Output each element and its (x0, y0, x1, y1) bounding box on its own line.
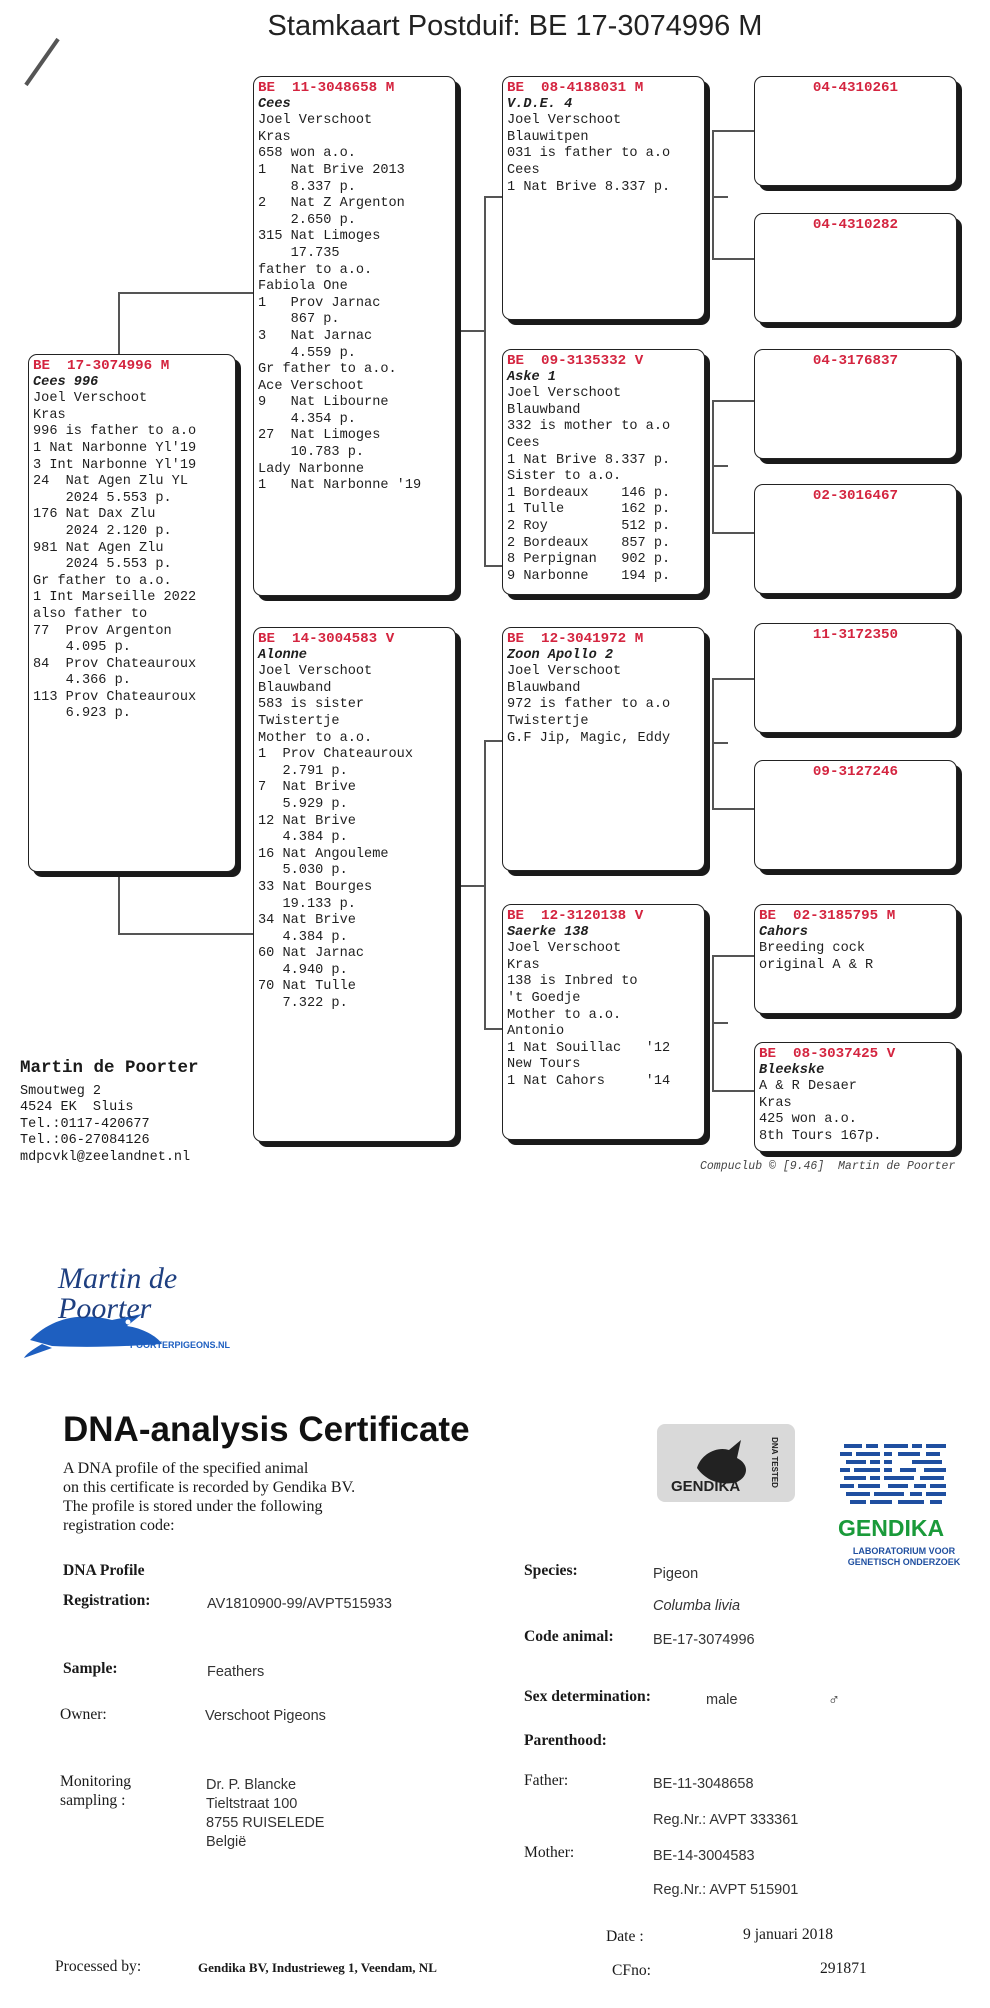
detail-line: Breeding cock (759, 941, 866, 957)
pedigree-card-mm (502, 904, 705, 1140)
detail-line: Joel Verschoot (507, 664, 622, 680)
detail-line: 17.735 (258, 245, 340, 261)
gendika-mark-icon (840, 1440, 952, 1510)
detail-line: 84 Prov Chateauroux (33, 656, 197, 672)
logo-script: Martin de Poorter (58, 1262, 178, 1325)
detail-line: 5.929 p. (258, 796, 348, 812)
dna-profile-label: DNA Profile (63, 1562, 145, 1579)
detail-line: 867 p. (258, 312, 340, 328)
detail-line: 1 Nat Brive 2013 (258, 162, 405, 178)
owner-value: Verschoot Pigeons (205, 1708, 326, 1724)
code-animal-label: Code animal: (524, 1628, 614, 1645)
monitoring-line: 8755 RUISELEDE (206, 1815, 325, 1831)
connector-line (118, 870, 120, 935)
gendika-logo-text: GENDIKA (838, 1515, 945, 1541)
detail-line: Kras (258, 129, 291, 145)
page-title: Stamkaart Postduif: BE 17-3074996 M (267, 10, 763, 42)
father-label: Father: (524, 1772, 569, 1789)
breeder-phone: Tel.:0117-420677 (20, 1116, 150, 1132)
certificate-intro (63, 1459, 403, 1535)
detail-line: Cees (507, 435, 540, 451)
ring-number: BE 09-3135332 V (507, 353, 644, 369)
connector-line (712, 130, 714, 260)
pedigree-card-ggp (754, 760, 957, 870)
connector-line (712, 465, 728, 467)
detail-line: 4.095 p. (33, 640, 131, 656)
pedigree-card-subject (28, 354, 236, 872)
connector-line (712, 196, 728, 198)
pedigree-card-ff (502, 76, 705, 320)
bird-name: Cahors (759, 924, 808, 940)
stamp-text: GENDIKA (671, 1478, 741, 1495)
breeder-email: mdpcvkl@zeelandnet.nl (20, 1149, 191, 1165)
breeder-block (20, 1058, 199, 1166)
male-symbol-icon: ♂ (828, 1692, 840, 1709)
detail-line: 5.030 p. (258, 863, 348, 879)
connector-line (712, 532, 754, 534)
processed-value: Gendika BV, Industrieweg 1, Veendam, NL (198, 1960, 437, 1975)
ring-number: BE 12-3120138 V (507, 908, 644, 924)
mother-label: Mother: (524, 1844, 575, 1861)
detail-line: 1 Tulle 162 p. (507, 502, 671, 518)
sex-value: male (706, 1692, 738, 1708)
pedigree-card-ggp (754, 213, 957, 323)
bird-name: Cees (258, 96, 291, 112)
ring-number: BE 08-4188031 M (507, 80, 644, 96)
breeder-name: Martin de Poorter (20, 1058, 199, 1078)
detail-line: 1 Bordeaux 146 p. (507, 485, 671, 501)
detail-line: 1 Prov Chateauroux (258, 747, 413, 763)
connector-line (484, 740, 486, 1028)
ring-number: 04-4310261 (812, 80, 899, 96)
breeder-address: Smoutweg 2 (20, 1084, 102, 1099)
connector-line (712, 1090, 754, 1092)
mother-value: BE-14-3004583 (653, 1848, 755, 1864)
detail-line: New Tours (507, 1057, 581, 1073)
detail-line: Joel Verschoot (507, 113, 622, 129)
detail-line: 2 Bordeaux 857 p. (507, 535, 671, 551)
detail-line: 1 Nat Narbonne Yl'19 (33, 440, 197, 456)
detail-line: Sister to a.o. (507, 469, 622, 485)
ring-number: 09-3127246 (812, 764, 899, 780)
detail-line: 9 Narbonne 194 p. (507, 568, 671, 584)
gendika-subtitle (834, 1546, 974, 1568)
detail-line: 031 is father to a.o (507, 146, 671, 162)
detail-line: 1 Nat Souillac '12 (507, 1040, 671, 1056)
intro-line: on this certificate is recorded by Gendika BV. (63, 1479, 356, 1496)
logo-url: POORTERPIGEONS.NL (130, 1340, 231, 1350)
ring-number: BE 08-3037425 V (759, 1046, 896, 1062)
detail-line: 60 Nat Jarnac (258, 946, 365, 962)
owner-label: Owner: (60, 1706, 107, 1723)
detail-line: 4.384 p. (258, 929, 348, 945)
detail-line: Ace Verschoot (258, 378, 365, 394)
pedigree-card-ggp (754, 1042, 957, 1152)
detail-line: Lady Narbonne (258, 461, 365, 477)
detail-line: 1 Prov Jarnac (258, 295, 381, 311)
detail-line: 4.940 p. (258, 962, 348, 978)
breeder-phone: Tel.:06-27084126 (20, 1133, 150, 1149)
bird-name: Zoon Apollo 2 (507, 647, 614, 663)
detail-line: Kras (759, 1095, 792, 1111)
ring-number: BE 11-3048658 M (258, 80, 395, 96)
detail-line: 12 Nat Brive (258, 813, 356, 829)
certificate-title: DNA-analysis Certificate (63, 1410, 470, 1449)
detail-line: 16 Nat Angouleme (258, 846, 389, 862)
sample-label: Sample: (63, 1660, 118, 1677)
detail-line: 972 is father to a.o (507, 697, 671, 713)
detail-line: Twistertje (258, 713, 340, 729)
connector-line (484, 1028, 502, 1030)
detail-line: 70 Nat Tulle (258, 979, 356, 995)
ring-number: 02-3016467 (812, 488, 899, 504)
connector-line (484, 565, 502, 567)
detail-line: 332 is mother to a.o (507, 419, 671, 435)
detail-line: 8 Perpignan 902 p. (507, 552, 671, 568)
parenthood-label: Parenthood: (524, 1732, 607, 1749)
intro-line: The profile is stored under the following (63, 1498, 323, 1515)
bird-name: Bleekske (759, 1062, 825, 1078)
monitoring-label (60, 1772, 131, 1810)
detail-line: 315 Nat Limoges (258, 229, 381, 245)
bird-name: Aske 1 (507, 369, 556, 385)
bird-name: Cees 996 (33, 374, 99, 390)
pedigree-card-ggp (754, 76, 957, 186)
detail-line: 27 Nat Limoges (258, 428, 381, 444)
connector-line (484, 740, 502, 742)
ring-number: BE 14-3004583 V (258, 631, 395, 647)
detail-line: 4.354 p. (258, 411, 356, 427)
detail-line: original A & R (759, 957, 874, 973)
detail-line: 1 Int Marseille 2022 (33, 590, 197, 606)
detail-line: 583 is sister (258, 697, 365, 713)
detail-line: 2024 5.553 p. (33, 557, 172, 573)
gendika-subtitle-line: LABORATORIUM VOOR (852, 1546, 956, 1556)
registration-label: Registration: (63, 1592, 151, 1609)
species-label: Species: (524, 1562, 578, 1579)
detail-line: Blauwband (507, 680, 581, 696)
detail-line: 138 is Inbred to (507, 974, 638, 990)
species-latin: Columba livia (653, 1598, 741, 1614)
detail-line: 4.559 p. (258, 345, 356, 361)
detail-line: Blauwband (258, 680, 332, 696)
connector-line (712, 678, 754, 680)
ring-number: BE 12-3041972 M (507, 631, 644, 647)
pedigree-card-ggp (754, 623, 957, 733)
pedigree-card-ggp (754, 349, 957, 459)
detail-line: 7.322 p. (258, 996, 348, 1012)
ring-number: BE 02-3185795 M (759, 908, 896, 924)
connector-line (712, 1022, 728, 1024)
dna-tested-stamp (657, 1424, 795, 1502)
detail-line: 113 Prov Chateauroux (33, 689, 197, 705)
monitoring-label-line: Monitoring (60, 1773, 132, 1790)
detail-line: Mother to a.o. (258, 730, 373, 746)
detail-line: 1 Nat Cahors '14 (507, 1073, 671, 1089)
detail-line: 4.384 p. (258, 830, 348, 846)
detail-line: 2024 5.553 p. (33, 490, 172, 506)
detail-line: 8.337 p. (258, 179, 356, 195)
detail-line: Kras (507, 957, 540, 973)
detail-line: 1 Nat Narbonne '19 (258, 478, 422, 494)
species-value: Pigeon (653, 1566, 699, 1582)
detail-line: 77 Prov Argenton (33, 623, 172, 639)
detail-line: Blauwband (507, 402, 581, 418)
father-reg: Reg.Nr.: AVPT 333361 (653, 1812, 799, 1828)
detail-line: Cees (507, 162, 540, 178)
code-animal-value: BE-17-3074996 (653, 1632, 755, 1648)
connector-line (712, 955, 754, 957)
connector-line (712, 130, 754, 132)
pedigree-card-mf (502, 627, 705, 871)
bird-name: Alonne (258, 647, 307, 663)
detail-line: 8th Tours 167p. (759, 1128, 882, 1144)
ring-number: 04-3176837 (812, 353, 899, 369)
intro-line: registration code: (63, 1517, 175, 1534)
date-value: 9 januari 2018 (743, 1926, 834, 1943)
date-label: Date : (606, 1928, 644, 1945)
pedigree-card-father (253, 76, 456, 596)
detail-line: Joel Verschoot (33, 391, 148, 407)
detail-line: A & R Desaer (759, 1079, 857, 1095)
detail-line: Gr father to a.o. (33, 573, 172, 589)
breeder-address: 4524 EK Sluis (20, 1100, 134, 1116)
bird-name: V.D.E. 4 (507, 96, 573, 112)
pedigree-card-mother (253, 627, 456, 1142)
stamp-side-text: DNA TESTED (769, 1437, 779, 1488)
connector-line (118, 292, 120, 354)
cfno-value: 291871 (820, 1960, 867, 1977)
monitoring-value (206, 1776, 324, 1852)
detail-line: Twistertje (507, 713, 589, 729)
detail-line: also father to (33, 606, 148, 622)
detail-line: father to a.o. (258, 262, 373, 278)
registration-value: AV1810900-99/AVPT515933 (207, 1596, 392, 1612)
detail-line: G.F Jip, Magic, Eddy (507, 730, 671, 746)
detail-line: 33 Nat Bourges (258, 879, 373, 895)
detail-line: 996 is father to a.o (33, 424, 197, 440)
detail-line: 't Goedje (507, 990, 581, 1006)
card-details (33, 391, 231, 723)
card-details (258, 113, 451, 495)
detail-line: 658 won a.o. (258, 146, 356, 162)
monitoring-line: België (206, 1834, 247, 1850)
connector-line (118, 933, 253, 935)
ring-number: 04-4310282 (812, 217, 899, 233)
cfno-label: CFno: (612, 1962, 651, 1979)
detail-line: 24 Nat Agen Zlu YL (33, 474, 188, 490)
detail-line: 2.791 p. (258, 763, 348, 779)
detail-line: Joel Verschoot (507, 386, 622, 402)
detail-line: 3 Int Narbonne Yl'19 (33, 457, 197, 473)
gendika-subtitle-line: GENETISCH ONDERZOEK (847, 1557, 961, 1567)
ring-number: 11-3172350 (812, 627, 899, 643)
connector-line (712, 258, 754, 260)
pedigree-card-ggp (754, 484, 957, 594)
sample-value: Feathers (207, 1664, 265, 1680)
connector-line (712, 400, 754, 402)
monitoring-line: Dr. P. Blancke (206, 1777, 297, 1793)
detail-line: 19.133 p. (258, 896, 356, 912)
detail-line: Joel Verschoot (258, 113, 373, 129)
detail-line: Joel Verschoot (258, 664, 373, 680)
detail-line: 2024 2.120 p. (33, 523, 172, 539)
detail-line: 1 Nat Brive 8.337 p. (507, 452, 671, 468)
monitoring-label-line: sampling : (60, 1792, 126, 1809)
detail-line: 2 Nat Z Argenton (258, 196, 405, 212)
poorter-logo (22, 1262, 262, 1362)
detail-line: Kras (33, 407, 66, 423)
detail-line: 3 Nat Jarnac (258, 328, 373, 344)
father-value: BE-11-3048658 (653, 1776, 754, 1792)
ring-number: BE 17-3074996 M (33, 358, 170, 374)
pedigree-card-fm (502, 349, 705, 595)
copyright-note: Compuclub © [9.46] Martin de Poorter (700, 1160, 956, 1173)
card-details (258, 664, 451, 1012)
detail-line: 4.366 p. (33, 673, 131, 689)
detail-line: 9 Nat Libourne (258, 395, 389, 411)
detail-line: Mother to a.o. (507, 1007, 622, 1023)
connector-line (712, 742, 728, 744)
pen-mark (24, 38, 59, 86)
detail-line: 176 Nat Dax Zlu (33, 507, 156, 523)
processed-label: Processed by: (55, 1958, 142, 1975)
detail-line: Gr father to a.o. (258, 362, 397, 378)
detail-line: 1 Nat Brive 8.337 p. (507, 179, 671, 195)
detail-line: 34 Nat Brive (258, 913, 356, 929)
detail-line: Fabiola One (258, 279, 348, 295)
detail-line: Antonio (507, 1024, 565, 1040)
connector-line (484, 196, 486, 566)
connector-line (456, 885, 486, 887)
detail-line: Joel Verschoot (507, 941, 622, 957)
detail-line: 425 won a.o. (759, 1112, 857, 1128)
detail-line: 2 Roy 512 p. (507, 518, 671, 534)
detail-line: 7 Nat Brive (258, 780, 356, 796)
detail-line: Blauwitpen (507, 129, 589, 145)
connector-line (118, 292, 253, 294)
connector-line (712, 808, 754, 810)
detail-line: 6.923 p. (33, 706, 131, 722)
bird-name: Saerke 138 (507, 924, 589, 940)
connector-line (456, 330, 486, 332)
monitoring-line: Tieltstraat 100 (206, 1796, 298, 1812)
mother-reg: Reg.Nr.: AVPT 515901 (653, 1882, 799, 1898)
pedigree-card-ggp (754, 904, 957, 1014)
detail-line: 2.650 p. (258, 212, 356, 228)
intro-line: A DNA profile of the specified animal (63, 1460, 309, 1477)
detail-line: 10.783 p. (258, 445, 365, 461)
sex-label: Sex determination: (524, 1688, 651, 1705)
connector-line (484, 196, 502, 198)
detail-line: 981 Nat Agen Zlu (33, 540, 164, 556)
